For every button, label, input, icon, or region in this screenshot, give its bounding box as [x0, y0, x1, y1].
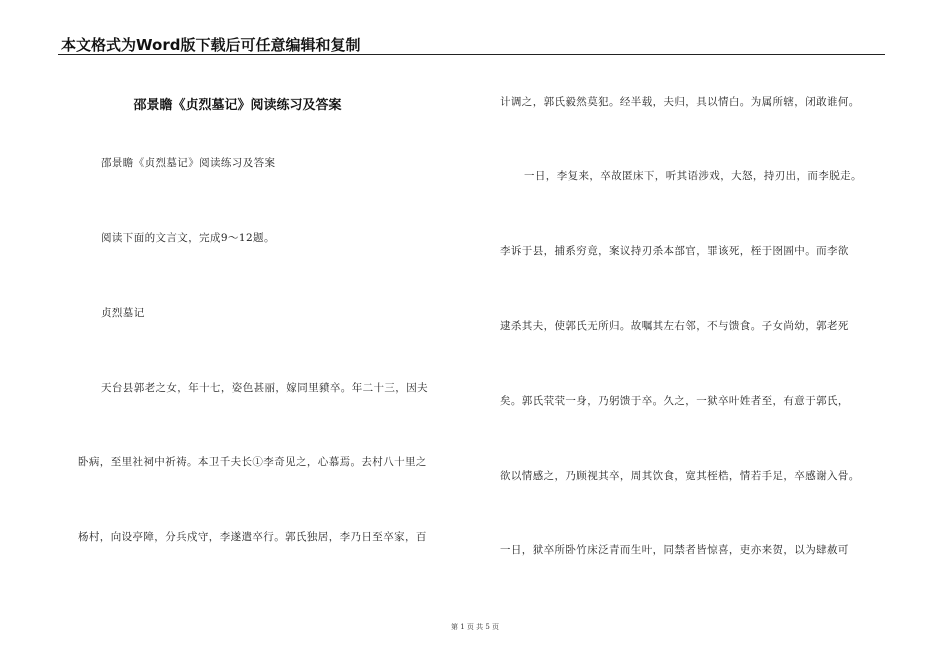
- right-line-4: 逮杀其夫，使郭氏无所归。故嘱其左右邻，不与馈食。子女尚幼，郭老死: [500, 320, 849, 332]
- right-line-6: 欲以情感之，乃顾视其卒，周其饮食，宽其桎梏，情若手足，卒感谢入骨。: [500, 470, 860, 482]
- left-line-6: 杨村，向设亭障，分兵戍守，李遂遣卒行。郭氏独居，李乃日至卒家，百: [78, 531, 427, 543]
- left-line-5: 卧病，至里社祠中祈祷。本卫千夫长①李奇见之，心慕焉。去村八十里之: [78, 456, 427, 468]
- right-line-3: 李诉于县，捕系穷竟，案议持刃杀本部官，罪该死，桎于囹圄中。而李欲: [500, 245, 849, 257]
- document-title: 邵景瞻《贞烈墓记》阅读练习及答案: [133, 98, 342, 113]
- right-line-1: 计调之，郭氏毅然莫犯。经半载，夫归，具以情白。为属所辖，闭敢谁何。: [500, 96, 860, 108]
- right-line-7: 一日，狱卒所卧竹床泛青而生叶，同禁者皆惊喜，吏亦来贺，以为肆赦可: [500, 544, 849, 556]
- header-divider: [58, 54, 885, 55]
- header-title: 本文格式为Word版下载后可任意编辑和复制: [61, 36, 361, 54]
- left-line-3: 贞烈墓记: [101, 307, 145, 319]
- right-line-5: 矣。郭氏茕茕一身，乃躬馈于卒。久之，一狱卒叶姓者至，有意于郭氏，: [500, 395, 849, 407]
- left-line-2: 阅读下面的文言文，完成9～12题。: [101, 232, 275, 244]
- page-indicator: 第 1 页 共 5 页: [450, 623, 500, 631]
- left-line-1: 邵景瞻《贞烈墓记》阅读练习及答案: [101, 157, 276, 169]
- right-line-2: 一日，李复来，卒故匿床下，听其语涉戏，大怒，持刃出，而李脱走。: [524, 170, 862, 182]
- left-line-4: 天台县郭老之女，年十七，姿色甚丽，嫁同里豮卒。年二十三，因夫: [101, 382, 428, 394]
